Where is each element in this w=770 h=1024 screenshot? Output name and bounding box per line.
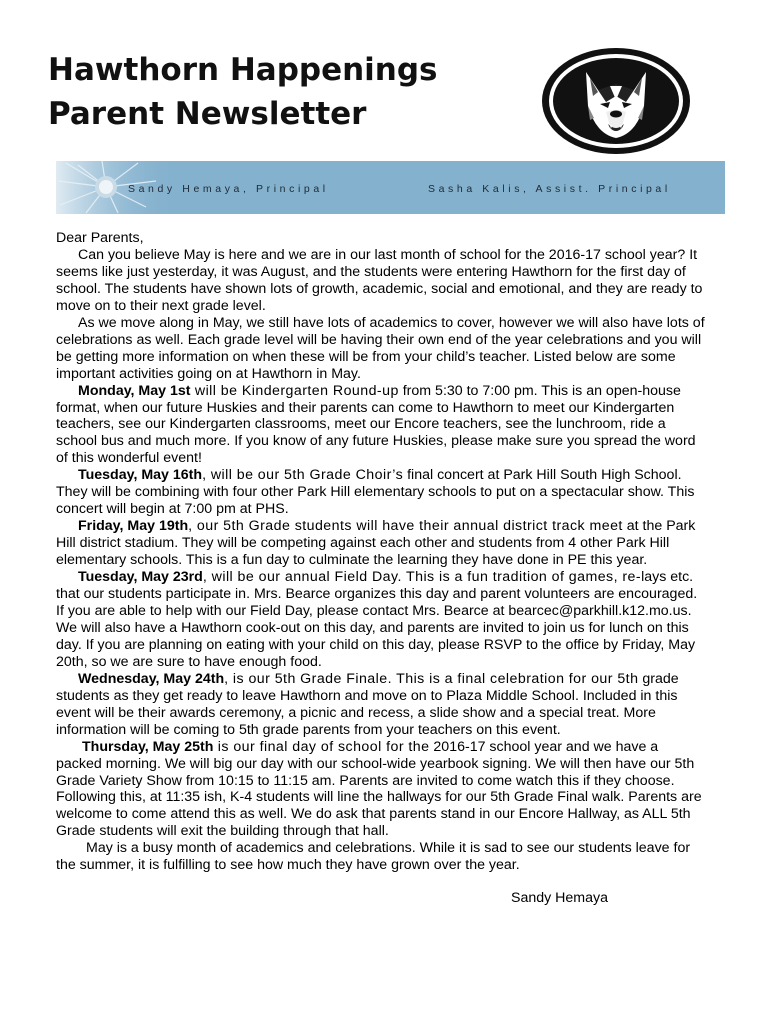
event-kindergarten-roundup <box>56 383 706 468</box>
assistant-principal-name: Sasha Kalis, Assist. Principal <box>428 183 671 195</box>
title-line-1: Hawthorn Happenings <box>48 52 438 88</box>
event-text: lays etc. that our students participate in. Mrs. Bearce organizes this day and parent volunteers are encouraged. If you are able to help with our Field Day, please contact Mrs. Bearce at bearcec@parkhill.k12.mo.us. We will also have a Hawthorn cook-out on this day, and parents are invited to join us for lunch on this day. If you are planning on eating with your child on this day, please RSVP to the office by Friday, May 20th, so we are sure to have enough food. <box>56 569 698 670</box>
paragraph-intro: Can you believe May is here and we are in our last month of school for the 2016-17 school year? It seems like just yesterday, it was August, and the students were entering Hawthorn for the first day of school. The students have shown lots of growth, academic, social and emotional, and they are ready to move on to their next grade level. <box>56 246 703 314</box>
husky-mascot-icon <box>540 46 692 156</box>
event-text: 2016-17 school year and we have a packed morning. We will big our day with our school-wide yearbook signing. We will then have our 5th Grade Variety Show from 10:15 to 11:15 am. Parents are invited to come watch this if they choose. Following this, at 11:35 ish, K-4 students will line the hallways for our 5th Grade Final walk. Parents are welcome to come attend this as well. We do ask that parents stand in our Encore Hallway, as ALL 5th Grade students will exit the building through that hall. <box>56 738 702 840</box>
event-text: from 5:30 to 7:00 pm. This is an open-house format, when our future Huskies and their parents can come to Hawthorn to meet our Kindergarten teachers, see our Kindergarten classrooms, meet our Encore teachers, see the lunchroom, ride a school bus and much more. If you know of any future Huskies, please make sure you spread the word of this wonderful event! <box>56 382 696 467</box>
event-date: Tuesday, May 23rd <box>78 569 203 586</box>
event-lead: will be Kindergarten Round-up <box>190 382 399 399</box>
paragraph-closing: May is a busy month of academics and celebrations. While it is sad to see our students leave for the summer, it is fulfilling to see how much they have grown over the year. <box>56 840 691 874</box>
event-text: at the Park Hill district stadium. They will be competing against each other and students from 4 other Park Hill elementary schools. This is a fun day to culminate the learning they have done in PE this year. <box>56 518 696 569</box>
title-line-2: Parent Newsletter <box>48 96 367 132</box>
event-field-day <box>56 569 706 671</box>
event-lead: , will be our 5th Grade Choir’s <box>202 467 404 484</box>
event-track-meet <box>56 518 706 569</box>
event-text: final concert at Park Hill South High School. They will be combining with four other Park Hill elementary schools to put on a spectacular show. This concert will begin at 7:00 pm at PHS. <box>56 467 695 518</box>
event-choir-concert <box>56 467 706 518</box>
signature: Sandy Hemaya <box>511 890 608 907</box>
event-date: Friday, May 19th <box>78 518 189 535</box>
staff-banner <box>56 161 725 214</box>
event-date: Monday, May 1st <box>78 382 191 399</box>
newsletter-title <box>48 48 438 136</box>
principal-name: Sandy Hemaya, Principal <box>128 183 329 195</box>
paragraph-overview: As we move along in May, we still have lots of academics to cover, however we will also have lots of celebrations as well. Each grade level will be having their own end of the year celebrations and you will be getting more information on when these will be from your child’s teacher. Listed below are some important activities going on at Hawthorn in May. <box>56 314 705 382</box>
event-date: Wednesday, May 24th <box>78 670 225 687</box>
letter-body <box>56 230 706 907</box>
event-5th-grade-finale <box>56 671 706 739</box>
event-text: grade students as they get ready to leave Hawthorn and move on to Plaza Middle School. Included in this event will be their awards ceremony, a picnic and recess, a slide show and a special treat. More information will be coming to 5th grade parents from your teachers on this event. <box>56 670 679 738</box>
event-last-day <box>56 739 706 841</box>
event-lead: is our final day of school for the <box>213 738 430 755</box>
event-date: Tuesday, May 16th <box>78 467 203 484</box>
greeting: Dear Parents, <box>56 230 144 246</box>
event-lead: , is our 5th Grade Finale. This is a final celebration for our 5th <box>224 670 639 687</box>
event-lead: , will be our annual Field Day. This is a fun tradition of games, re- <box>202 569 642 586</box>
event-lead: , our 5th Grade students will have their annual district track meet <box>188 518 623 535</box>
event-date: Thursday, May 25th <box>82 738 214 755</box>
